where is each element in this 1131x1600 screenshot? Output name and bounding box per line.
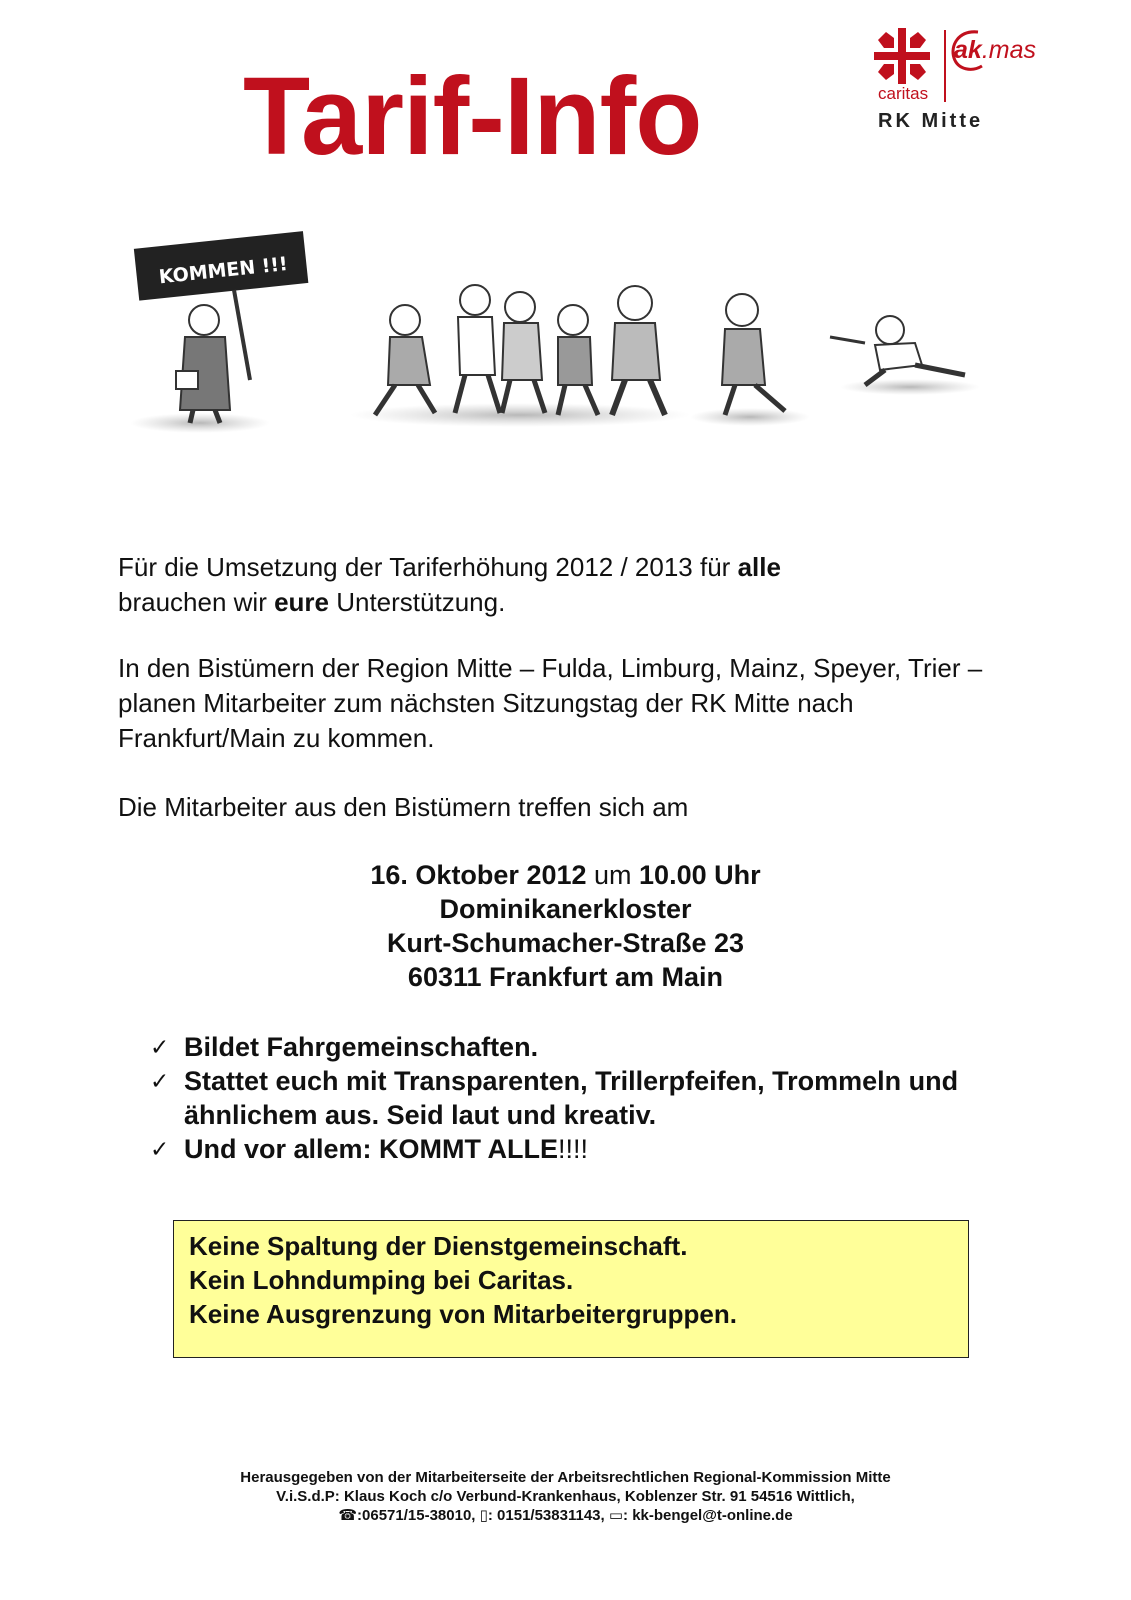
event-details: [0, 858, 1131, 994]
page-title: Tarif-Info: [243, 55, 702, 178]
slogan-line: Keine Ausgrenzung von Mitarbeitergruppen.: [189, 1299, 737, 1329]
mobile-phone-icon: ▯: [479, 1507, 488, 1524]
march-illustration: [130, 225, 990, 440]
rk-mitte-label: RK Mitte: [878, 110, 984, 132]
caritas-akmas-logo: [872, 26, 1072, 136]
checklist: [150, 1030, 1030, 1166]
caritas-cross-icon: [872, 26, 932, 86]
event-place: Dominikanerkloster: [439, 894, 692, 924]
footer-responsible: V.i.S.d.P: Klaus Koch c/o Verbund-Krankenhaus, Koblenzer Str. 91 54516 Wittlich,: [276, 1488, 855, 1505]
marching-group: [350, 285, 690, 427]
checklist-item: ✓ Bildet Fahrgemeinschaften.: [150, 1032, 539, 1062]
running-man-figure: [830, 316, 980, 395]
slogan-line: Keine Spaltung der Dienstgemeinschaft.: [189, 1231, 688, 1261]
akmas-wordmark: ak.mas: [954, 36, 1036, 64]
slogan-line: Kein Lohndumping bei Caritas.: [189, 1265, 574, 1295]
slogan-box: [173, 1220, 969, 1358]
footer-contact: ☎:06571/15-38010, ▯: 0151/53831143, ▭: kk-bengel@t-online.de: [338, 1507, 793, 1524]
checklist-item: ✓ Und vor allem: KOMMT ALLE!!!!: [150, 1134, 589, 1164]
checkmark-icon: ✓: [150, 1034, 170, 1060]
intro-paragraph-2: In den Bistümern der Region Mitte – Fulda, Limburg, Mainz, Speyer, Trier – planen Mitarbeiter zum nächsten Sitzungstag der RK Mitte nach Frankfurt/Main zu kommen.: [118, 653, 983, 753]
footer-imprint: [0, 1468, 1131, 1525]
logo-divider: [944, 30, 946, 102]
event-date-time: 16. Oktober 2012 um 10.00 Uhr: [370, 860, 761, 890]
checklist-item: ✓ Stattet euch mit Transparenten, Trillerpfeifen, Trommeln und ähnlichem aus. Seid laut und kreativ.: [150, 1066, 959, 1130]
footer-publisher: Herausgegeben von der Mitarbeiterseite der Arbeitsrechtlichen Regional-Kommission Mitte: [240, 1469, 891, 1486]
checkmark-icon: ✓: [150, 1068, 170, 1094]
event-street: Kurt-Schumacher-Straße 23: [386, 928, 745, 958]
phone-icon: ☎: [338, 1507, 358, 1524]
walking-man-figure: [690, 294, 810, 426]
computer-icon: ▭: [608, 1507, 624, 1524]
caritas-wordmark: caritas: [878, 84, 929, 103]
event-city: 60311 Frankfurt am Main: [407, 962, 724, 992]
sign-text: KOMMEN !!!: [157, 252, 289, 289]
sign-holder-figure: [130, 231, 308, 433]
checkmark-icon: ✓: [150, 1136, 170, 1162]
intro-paragraph-3: Die Mitarbeiter aus den Bistümern treffen sich am: [118, 792, 689, 822]
intro-paragraph-1: Für die Umsetzung der Tariferhöhung 2012 / 2013 für alle brauchen wir eure Unterstützung.: [118, 552, 781, 617]
